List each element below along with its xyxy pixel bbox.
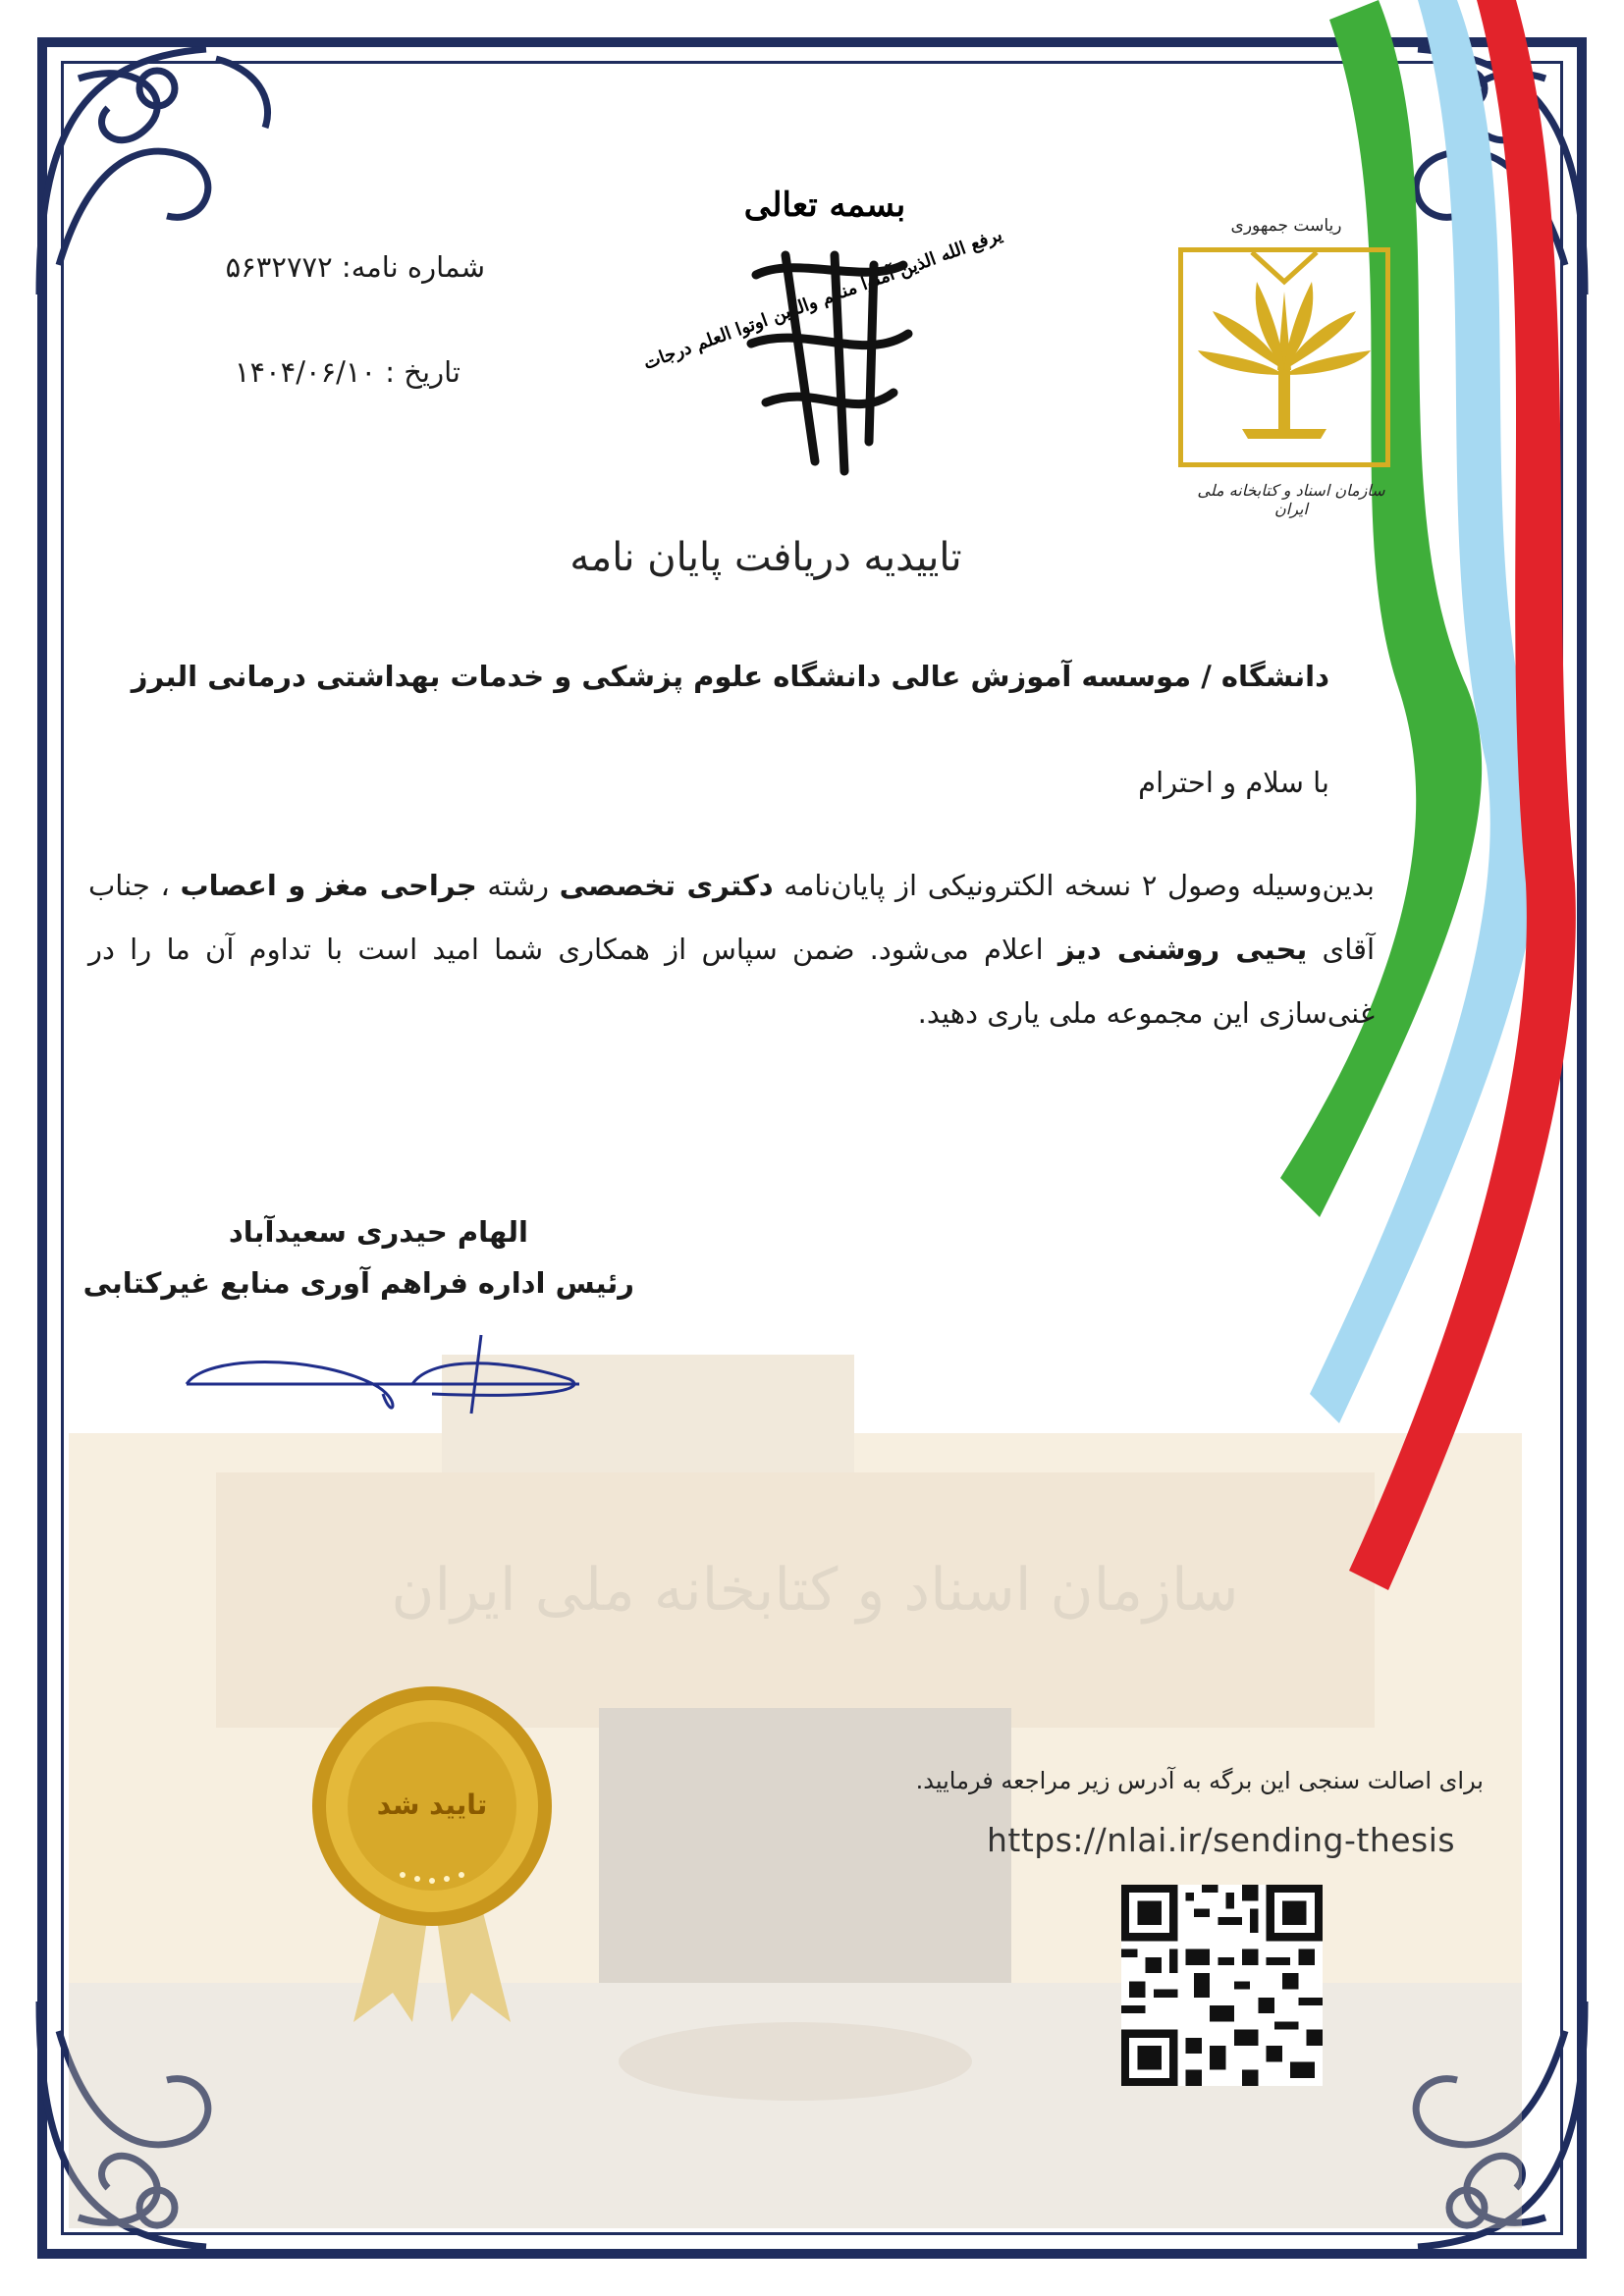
university-name: دانشگاه / موسسه آموزش عالی دانشگاه علوم پزشکی و خدمات بهداشتی درمانی البرز xyxy=(131,660,1329,693)
seal-label: تایید شد xyxy=(376,1789,488,1821)
body-text-part: ، جناب آقای xyxy=(88,869,1376,966)
body-text-part: رشته xyxy=(476,869,560,902)
degree-name: دکتری تخصصی xyxy=(559,869,774,902)
letter-number: شماره نامه: ۵۶۳۲۷۷۲ xyxy=(225,250,485,284)
confirmation-paragraph xyxy=(88,854,1375,1045)
verification-link[interactable]: https://nlai.ir/sending-thesis xyxy=(987,1821,1456,1859)
handwritten-signature xyxy=(177,1315,589,1423)
iran-flag-ribbon xyxy=(1261,0,1585,1600)
quran-verse-calligraphy xyxy=(640,167,1005,491)
signatory-role: رئیس اداره فراهم آوری منابع غیرکتابی xyxy=(82,1266,634,1300)
document-title: تاییدیه دریافت پایان نامه xyxy=(569,535,962,580)
logo-bottom-caption: سازمان اسناد و کتابخانه ملی ایران xyxy=(1197,481,1385,518)
field-name: جراحی مغز و اعصاب xyxy=(180,869,477,902)
national-library-logo xyxy=(1178,247,1390,467)
logo-top-caption: ریاست جمهوری xyxy=(1230,216,1342,236)
verification-instruction: برای اصالت سنجی این برگه به آدرس زیر مراجعه فرمایید. xyxy=(915,1767,1484,1794)
body-text-part: بدین‌وسیله وصول ۲ نسخه الکترونیکی از پایان‌نامه xyxy=(773,869,1375,902)
letter-date: تاریخ : ۱۴۰۴/۰۶/۱۰ xyxy=(234,355,460,389)
body-text-part: اعلام می‌شود. ضمن سپاس از همکاری شما امید است با تداوم آن ما را در غنی‌سازی این مجموعه ملی یاری دهید. xyxy=(88,933,1375,1030)
signatory-name: الهام حیدری سعیدآباد xyxy=(228,1215,528,1249)
verification-qr-code[interactable] xyxy=(1121,1885,1323,2086)
building-sign-text: سازمان اسناد و کتابخانه ملی ایران xyxy=(391,1556,1239,1625)
greeting: با سلام و احترام xyxy=(1138,766,1329,799)
student-name: یحیی روشنی دیز xyxy=(1057,933,1308,966)
calligraphy-title: بسمه تعالی xyxy=(743,186,906,225)
calligraphy-verse: یرفع الله الذین آمنوا منکم والذین اوتوا العلم درجات xyxy=(640,224,1005,374)
approval-seal xyxy=(304,1679,560,2032)
